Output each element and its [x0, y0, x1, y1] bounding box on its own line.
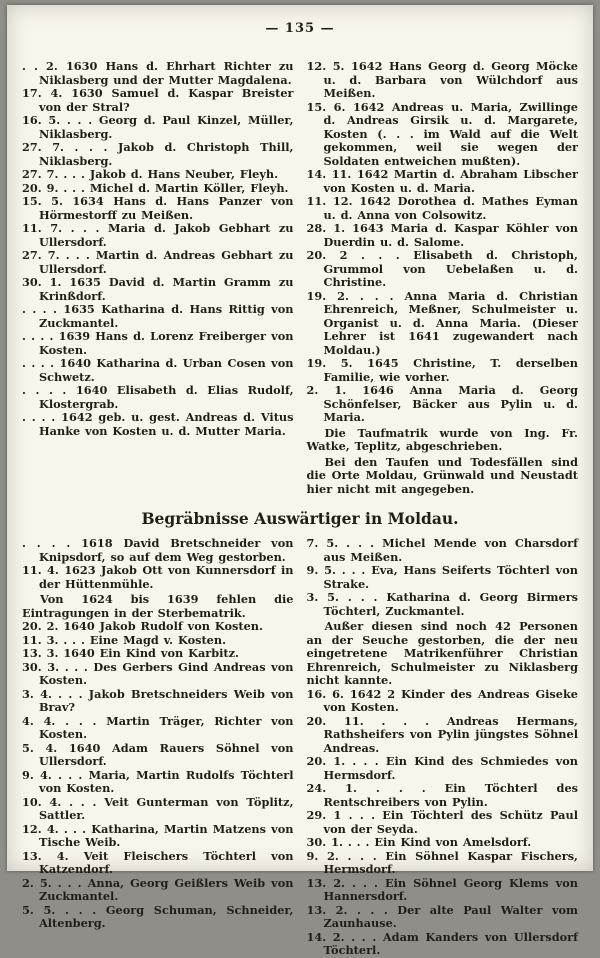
baptism-record: . . 2. 1630 Hans d. Ehrhart Richter zu Niklasberg und der Mutter Magdalena.: [22, 59, 294, 87]
burial-record: 9. 2. . . . Ein Söhnel Kaspar Fischers, Hermsdorf.: [306, 848, 578, 876]
baptism-left-list: [22, 60, 294, 438]
burial-record: 11. 3. . . . Eine Magd v. Kosten.: [22, 632, 227, 647]
page-number: — 135 —: [265, 21, 335, 36]
burial-record: 13. 4. Veit Fleischers Töchterl von Katzendorf.: [22, 848, 294, 876]
baptism-record: 28. 1. 1643 Maria d. Kaspar Köhler von Duerdin u. d. Salome.: [306, 221, 578, 249]
burial-record: 20. 11. . . . Andreas Hermans, Rathsheifers von Pylin jüngstes Söhnel Andreas.: [306, 713, 578, 755]
baptism-record: 20. 9. . . . Michel d. Martin Köller, Fleyh.: [22, 180, 289, 195]
burial-record: 3. 4. . . . Jakob Bretschneiders Weib von Brav?: [22, 686, 294, 714]
burial-record: 16. 6. 1642 2 Kinder des Andreas Giseke von Kosten.: [306, 686, 578, 714]
baptism-record: 15. 6. 1642 Andreas u. Maria, Zwillinge d. Andreas Girsik u. d. Margarete, Kosten (. . . im Wald auf die Welt gekommen, weil sie wegen der Soldaten entweichen mußten).: [306, 99, 578, 168]
burials-right-column: [307, 537, 579, 958]
burial-record: 20. 2. 1640 Jakob Rudolf von Kosten.: [22, 619, 263, 633]
baptism-record: 19. 2. . . . Anna Maria d. Christian Ehrenreich, Meßner, Schulmeister u. Organist u. d. Anna Maria. (Dieser Lehrer ist 1641 zugewandert nach Moldau.): [306, 288, 578, 357]
scanned-page: [7, 5, 593, 957]
baptism-record: . . . . 1640 Katharina d. Urban Cosen von Schwetz.: [22, 356, 294, 384]
burial-record: 30. 3. . . . Des Gerbers Gind Andreas von Kosten.: [22, 659, 294, 687]
burials-section-heading: Begräbnisse Auswärtiger in Moldau.: [141, 509, 459, 528]
baptism-record: 2. 1. 1646 Anna Maria d. Georg Schönfelser, Bäcker aus Pylin u. d. Maria.: [306, 383, 578, 424]
burial-record: 24. 1. . . . Ein Töchterl des Rentschreibers von Pylin.: [306, 781, 578, 809]
burial-left-list-bottom: [22, 620, 294, 931]
baptism-record: . . . . 1639 Hans d. Lorenz Freiberger von Kosten.: [22, 329, 294, 357]
burial-record: 29. 1 . . . Ein Töchterl des Schütz Paul von der Seyda.: [306, 808, 578, 836]
burial-right-list-bottom: [307, 688, 579, 958]
burial-record: 20. 1. . . . Ein Kind des Schmiedes von Hermsdorf.: [306, 754, 578, 782]
baptism-record: 27. 7. . . . Martin d. Andreas Gebhart zu Ullersdorf.: [22, 248, 294, 276]
burial-record: 12. 4. . . . Katharina, Martin Matzens von Tische Weib.: [22, 821, 294, 849]
burial-record: 13. 2. . . . Der alte Paul Walter vom Zaunhause.: [306, 902, 578, 930]
burial-records-section: [22, 537, 578, 958]
burial-record: 11. 4. 1623 Jakob Ott von Kunnersdorf in der Hüttenmühle.: [22, 563, 294, 591]
burial-record: 10. 4. . . . Veit Gunterman von Töplitz, Sattler.: [22, 794, 294, 822]
baptism-record: 15. 5. 1634 Hans d. Hans Panzer von Hörmestorff zu Meißen.: [22, 194, 294, 222]
burials-left-column: [22, 537, 294, 931]
burial-record: 3. 5. . . . Katharina d. Georg Birmers Töchterl, Zuckmantel.: [306, 590, 578, 618]
burial-record: 5. 5. . . . Georg Schuman, Schneider, Altenberg.: [22, 902, 294, 930]
baptism-record: 14. 11. 1642 Martin d. Abraham Libscher von Kosten u. d. Maria.: [306, 167, 578, 195]
orte-note: Bei den Taufen und Todesfällen sind die Orte Moldau, Grünwald und Neustadt hier nicht mit angegeben.: [306, 454, 578, 496]
baptism-record: 17. 4. 1630 Samuel d. Kaspar Breister von der Stral?: [22, 86, 294, 114]
baptism-right-list: [307, 60, 579, 425]
burial-record: 13. 2. . . . Ein Söhnel Georg Klems von Hannersdorf.: [306, 875, 578, 903]
burial-record: 13. 3. 1640 Ein Kind von Karbitz.: [22, 646, 239, 660]
baptism-record: . . . . 1642 geb. u. gest. Andreas d. Vitus Hanke von Kosten u. d. Mutter Maria.: [22, 410, 294, 438]
burial-record: 30. 1. . . . Ein Kind von Amelsdorf.: [306, 835, 532, 849]
baptism-record: 19. 5. 1645 Christine, T. derselben Familie, wie vorher.: [306, 356, 578, 384]
baptism-record: 27. 7. . . . Jakob d. Christoph Thill, Niklasberg.: [22, 140, 294, 168]
burial-record: 5. 4. 1640 Adam Rauers Söhnel von Ullersdorf.: [22, 740, 294, 768]
burial-record: 9. 4. . . . Maria, Martin Rudolfs Töchterl von Kosten.: [22, 767, 294, 795]
burial-record: 2. 5. . . . Anna, Georg Geißlers Weib von Zuckmantel.: [22, 875, 294, 903]
burial-record: 14. 2. . . . Adam Kanders von Ullersdorf Töchterl.: [306, 929, 578, 957]
baptism-record: 20. 2 . . . Elisabeth d. Christoph, Grummol von Uebelaßen u. d. Christine.: [306, 248, 578, 289]
baptisms-right-column: [307, 60, 579, 496]
baptism-record: 27. 7. . . . Jakob d. Hans Neuber, Fleyh.: [22, 167, 279, 181]
taufmatrik-note: Die Taufmatrik wurde von Ing. Fr. Watke, Teplitz, abgeschrieben.: [306, 425, 578, 453]
burial-record: . . . . 1618 David Bretschneider von Knipsdorf, so auf dem Weg gestorben.: [22, 536, 294, 564]
baptism-record: . . . . 1640 Elisabeth d. Elias Rudolf, Klostergrab.: [22, 383, 294, 411]
seuche-note: Außer diesen sind noch 42 Personen an der Seuche gestorben, die der neu eingetretene Matrikenführer Christian Ehrenreich, Schulmeister zu Niklasberg nicht kannte.: [306, 619, 578, 687]
gap-note: Von 1624 bis 1639 fehlen die Eintragungen in der Sterbematrik.: [22, 592, 294, 620]
baptism-record: 16. 5. . . . Georg d. Paul Kinzel, Müller, Niklasberg.: [22, 113, 294, 141]
baptism-records-section: [22, 60, 578, 496]
burial-record: 4. 4. . . . Martin Träger, Richter von Kosten.: [22, 713, 294, 741]
baptism-record: 11. 12. 1642 Dorothea d. Mathes Eyman u. d. Anna von Colsowitz.: [306, 194, 578, 222]
burial-right-list-top: [307, 537, 579, 618]
baptisms-left-column: [22, 60, 294, 438]
burial-left-list-top: [22, 537, 294, 591]
baptism-record: 11. 7. . . . Maria d. Jakob Gebhart zu Ullersdorf.: [22, 221, 294, 249]
burial-record: 9. 5. . . . Eva, Hans Seiferts Töchterl von Strake.: [306, 563, 578, 591]
baptism-record: 12. 5. 1642 Hans Georg d. Georg Möcke u. d. Barbara von Wülchdorf aus Meißen.: [306, 59, 578, 100]
burial-record: 7. 5. . . . Michel Mende von Charsdorf aus Meißen.: [306, 536, 578, 564]
baptism-record: 30. 1. 1635 David d. Martin Gramm zu Krinßdorf.: [22, 275, 294, 303]
baptism-record: . . . . 1635 Katharina d. Hans Rittig von Zuckmantel.: [22, 302, 294, 330]
